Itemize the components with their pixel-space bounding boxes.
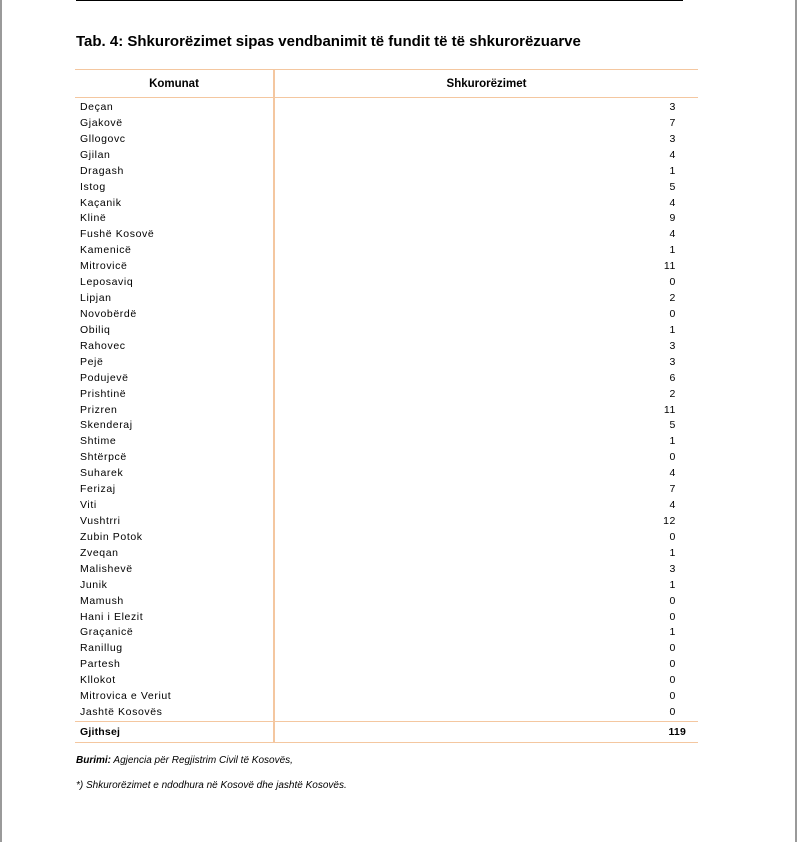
divorce-count: 0 bbox=[669, 674, 676, 687]
total-value: 119 bbox=[274, 721, 698, 742]
divorce-count: 3 bbox=[669, 562, 676, 575]
divorce-count: 1 bbox=[669, 626, 676, 639]
municipality-name: Partesh bbox=[75, 657, 274, 673]
source-label: Burimi: bbox=[76, 755, 111, 766]
table-row bbox=[75, 307, 698, 323]
divorce-count: 0 bbox=[669, 451, 676, 464]
municipality-name: Novobërdë bbox=[75, 307, 274, 323]
source-note bbox=[76, 755, 293, 766]
divorce-count: 11 bbox=[663, 403, 676, 416]
table-row bbox=[75, 132, 698, 148]
table-row bbox=[75, 387, 698, 403]
municipality-name: Jashtë Kosovës bbox=[75, 705, 274, 721]
municipality-name: Vushtrri bbox=[75, 514, 274, 530]
divorce-count: 0 bbox=[669, 610, 676, 623]
municipality-name: Gjilan bbox=[75, 148, 274, 164]
table-row bbox=[75, 594, 698, 610]
table-row bbox=[75, 339, 698, 355]
divorce-count: 3 bbox=[669, 132, 676, 145]
divorce-count: 4 bbox=[669, 499, 676, 512]
table-row bbox=[75, 689, 698, 705]
table-row bbox=[75, 323, 698, 339]
table-row bbox=[75, 418, 698, 434]
municipality-name: Hani i Elezit bbox=[75, 610, 274, 626]
municipality-name: Skenderaj bbox=[75, 418, 274, 434]
municipality-name: Kaçanik bbox=[75, 196, 274, 212]
divorce-count: 0 bbox=[669, 530, 676, 543]
divorce-count: 3 bbox=[669, 339, 676, 352]
divorce-count: 0 bbox=[669, 594, 676, 607]
municipality-name: Junik bbox=[75, 578, 274, 594]
divorce-count: 0 bbox=[669, 642, 676, 655]
table-row bbox=[75, 578, 698, 594]
table-row bbox=[75, 98, 698, 116]
source-text: Agjencia për Regjistrim Civil të Kosovës, bbox=[111, 755, 293, 766]
table-row bbox=[75, 275, 698, 291]
footnote: *) Shkurorëzimet e ndodhura në Kosovë dhe jashtë Kosovës. bbox=[76, 780, 347, 791]
header-rule bbox=[76, 0, 683, 1]
municipality-name: Mamush bbox=[75, 594, 274, 610]
municipality-name: Ranillug bbox=[75, 641, 274, 657]
table-row bbox=[75, 164, 698, 180]
divorce-count: 4 bbox=[669, 148, 676, 161]
divorce-count: 5 bbox=[669, 180, 676, 193]
table-row bbox=[75, 180, 698, 196]
table-row bbox=[75, 116, 698, 132]
divorce-count: 1 bbox=[669, 578, 676, 591]
municipality-name: Viti bbox=[75, 498, 274, 514]
table-row bbox=[75, 482, 698, 498]
municipality-name: Gllogovc bbox=[75, 132, 274, 148]
divorce-count: 4 bbox=[669, 196, 676, 209]
page-border-left bbox=[0, 0, 2, 842]
divorce-count: 3 bbox=[669, 355, 676, 368]
table-row bbox=[75, 403, 698, 419]
municipality-name: Lipjan bbox=[75, 291, 274, 307]
municipality-name: Kllokot bbox=[75, 673, 274, 689]
municipality-name: Zubin Potok bbox=[75, 530, 274, 546]
municipality-name: Gjakovë bbox=[75, 116, 274, 132]
divorce-count: 0 bbox=[669, 276, 676, 289]
table-row bbox=[75, 657, 698, 673]
divorce-count: 1 bbox=[669, 435, 676, 448]
table-row bbox=[75, 562, 698, 578]
municipality-name: Shtërpcë bbox=[75, 450, 274, 466]
divorce-count: 12 bbox=[663, 514, 676, 527]
table-row bbox=[75, 498, 698, 514]
table-row bbox=[75, 371, 698, 387]
divorce-count: 7 bbox=[669, 116, 676, 129]
table-row bbox=[75, 148, 698, 164]
table-row bbox=[75, 546, 698, 562]
total-label: Gjithsej bbox=[75, 721, 274, 742]
divorce-count: 4 bbox=[669, 467, 676, 480]
divorce-count: 6 bbox=[669, 371, 676, 384]
column-header-komunat: Komunat bbox=[75, 70, 274, 98]
divorce-count: 1 bbox=[669, 164, 676, 177]
table-row bbox=[75, 434, 698, 450]
table-row bbox=[75, 610, 698, 626]
table-row bbox=[75, 227, 698, 243]
column-header-shkurorezimet: Shkurorëzimet bbox=[274, 70, 698, 98]
municipality-name: Kamenicë bbox=[75, 243, 274, 259]
municipality-name: Prizren bbox=[75, 403, 274, 419]
municipality-name: Deçan bbox=[75, 98, 274, 116]
table-row bbox=[75, 243, 698, 259]
municipality-name: Rahovec bbox=[75, 339, 274, 355]
table-row bbox=[75, 196, 698, 212]
divorce-count: 1 bbox=[669, 323, 676, 336]
table-row bbox=[75, 466, 698, 482]
divorce-count: 2 bbox=[669, 292, 676, 305]
municipality-name: Podujevë bbox=[75, 371, 274, 387]
divorce-count: 4 bbox=[669, 228, 676, 241]
table-row bbox=[75, 259, 698, 275]
table-title: Tab. 4: Shkurorëzimet sipas vendbanimit të fundit të të shkurorëzuarve bbox=[76, 33, 581, 50]
table-row bbox=[75, 625, 698, 641]
divorce-count: 0 bbox=[669, 690, 676, 703]
municipality-name: Suharek bbox=[75, 466, 274, 482]
municipality-name: Mitrovicë bbox=[75, 259, 274, 275]
table-row bbox=[75, 514, 698, 530]
divorce-count: 1 bbox=[669, 244, 676, 257]
divorce-count: 0 bbox=[669, 658, 676, 671]
municipality-name: Mitrovica e Veriut bbox=[75, 689, 274, 705]
table-row bbox=[75, 291, 698, 307]
municipality-name: Klinë bbox=[75, 211, 274, 227]
divorce-table bbox=[75, 69, 698, 743]
municipality-name: Istog bbox=[75, 180, 274, 196]
municipality-name: Leposaviq bbox=[75, 275, 274, 291]
divorce-count: 1 bbox=[669, 546, 676, 559]
divorce-count: 5 bbox=[669, 419, 676, 432]
divorce-count: 7 bbox=[669, 483, 676, 496]
table-row bbox=[75, 673, 698, 689]
municipality-name: Fushë Kosovë bbox=[75, 227, 274, 243]
divorce-count: 2 bbox=[669, 387, 676, 400]
total-row bbox=[75, 721, 698, 742]
municipality-name: Prishtinë bbox=[75, 387, 274, 403]
municipality-name: Malishevë bbox=[75, 562, 274, 578]
municipality-name: Obiliq bbox=[75, 323, 274, 339]
municipality-name: Dragash bbox=[75, 164, 274, 180]
divorce-count: 3 bbox=[669, 101, 676, 113]
table-header-row bbox=[75, 70, 698, 98]
divorce-count: 0 bbox=[669, 706, 676, 719]
municipality-name: Pejë bbox=[75, 355, 274, 371]
table-row bbox=[75, 450, 698, 466]
table-row bbox=[75, 641, 698, 657]
table-row bbox=[75, 705, 698, 721]
table-row bbox=[75, 211, 698, 227]
municipality-name: Zveqan bbox=[75, 546, 274, 562]
divorce-count: 9 bbox=[669, 212, 676, 225]
municipality-name: Shtime bbox=[75, 434, 274, 450]
table-row bbox=[75, 355, 698, 371]
municipality-name: Graçanicë bbox=[75, 625, 274, 641]
table-row bbox=[75, 530, 698, 546]
municipality-name: Ferizaj bbox=[75, 482, 274, 498]
divorce-count: 0 bbox=[669, 307, 676, 320]
divorce-count: 11 bbox=[663, 260, 676, 273]
